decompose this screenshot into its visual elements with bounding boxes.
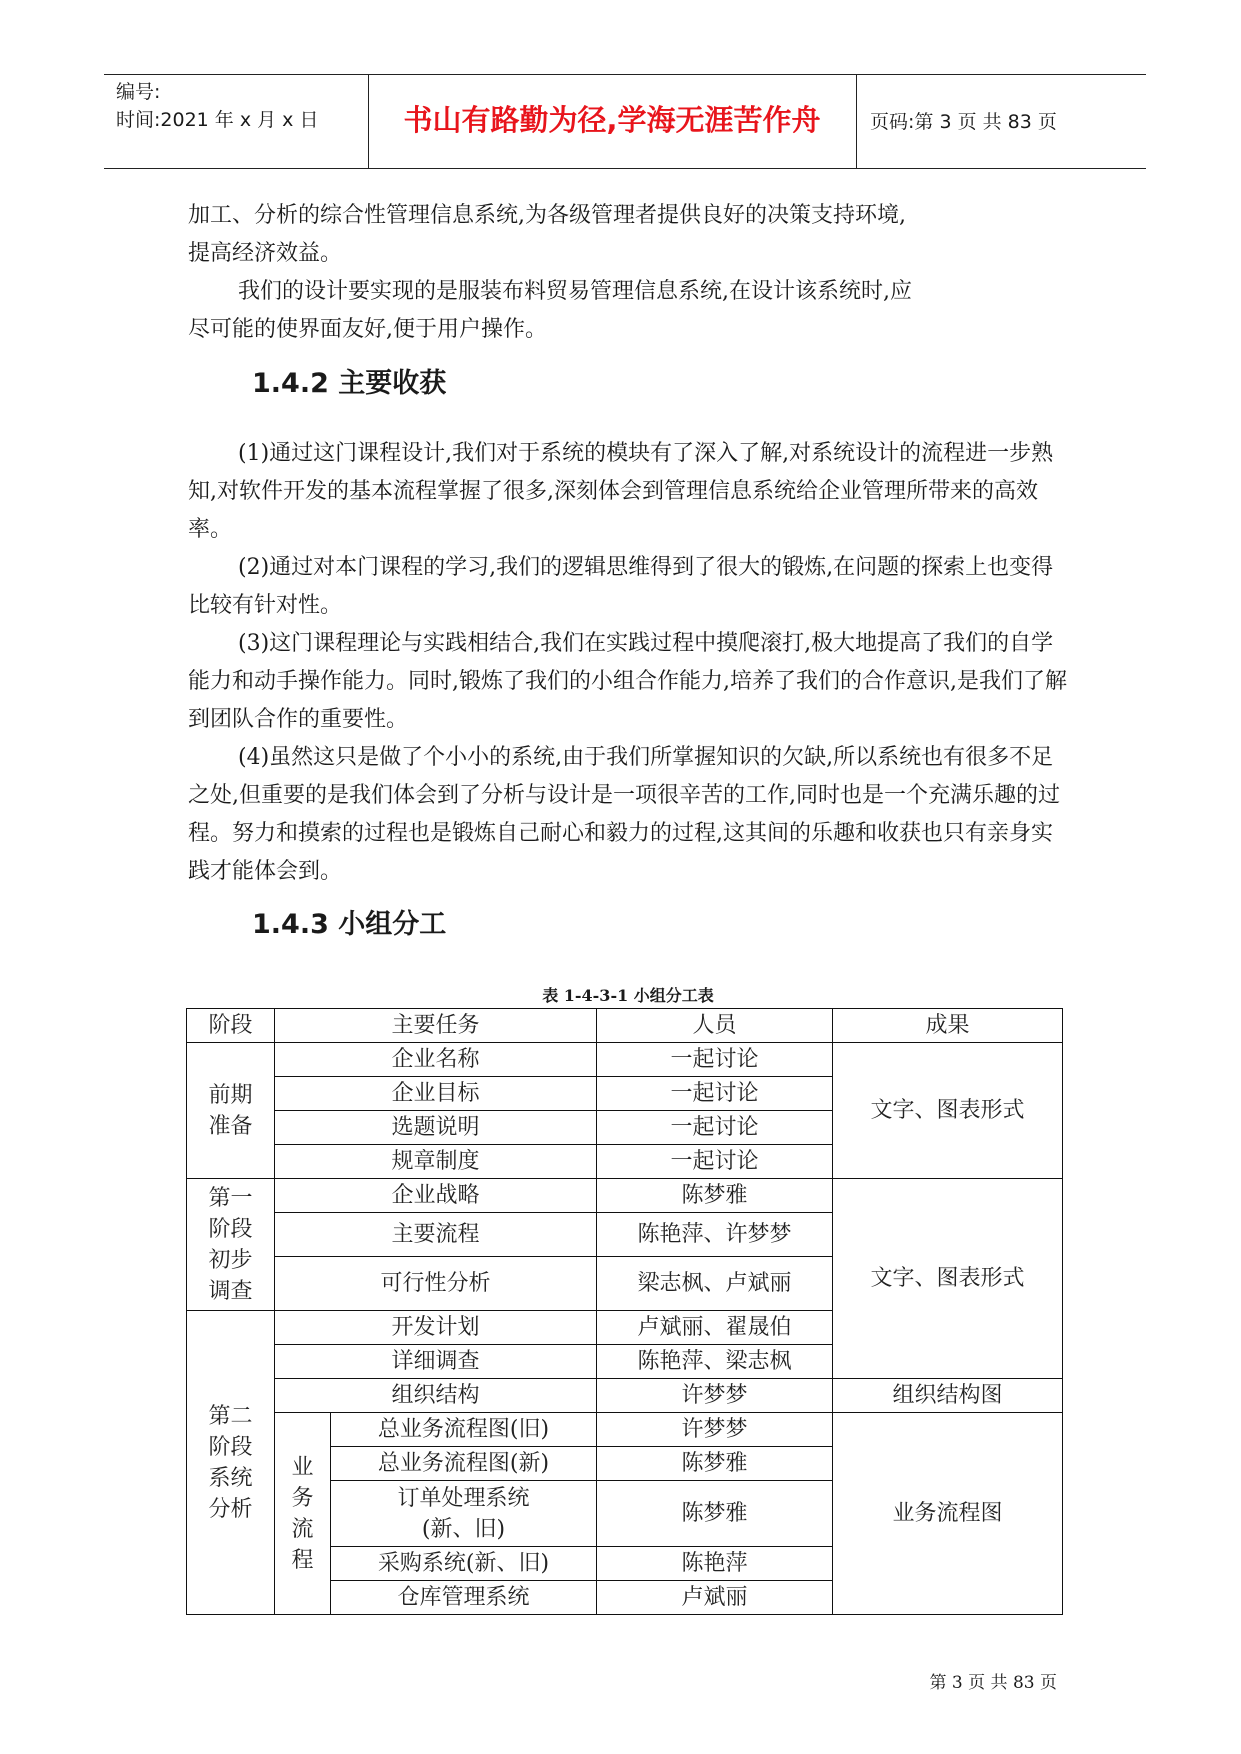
task-cell: 详细调查 — [275, 1345, 597, 1379]
header-meta — [116, 78, 318, 134]
list-item: (3)这门课程理论与实践相结合,我们在实践过程中摸爬滚打,极大地提高了我们的自学能力和动手操作能力。同时,锻炼了我们的小组合作能力,培养了我们的合作意识,是我们了解到团队合作的重要性。 — [188, 631, 1067, 732]
people-cell: 陈梦雅 — [597, 1481, 833, 1547]
task-cell: 规章制度 — [275, 1145, 597, 1179]
people-cell: 陈艳萍、许梦梦 — [597, 1213, 833, 1257]
people-cell: 陈艳萍 — [597, 1547, 833, 1581]
text-line: 我们的设计要实现的是服装布料贸易管理信息系统,在设计该系统时,应 — [238, 279, 912, 304]
task-cell: 总业务流程图(新) — [331, 1447, 597, 1481]
intro-paragraph — [188, 197, 1068, 349]
table-row — [187, 1413, 1063, 1447]
text-line: 加工、分析的综合性管理信息系统,为各级管理者提供良好的决策支持环境, — [188, 203, 906, 228]
column-header: 阶段 — [187, 1009, 275, 1043]
result-cell: 文字、图表形式 — [833, 1179, 1063, 1379]
task-cell: 开发计划 — [275, 1311, 597, 1345]
column-header: 人员 — [597, 1009, 833, 1043]
people-cell: 陈梦雅 — [597, 1447, 833, 1481]
header-motto: 书山有路勤为径,学海无涯苦作舟 — [403, 103, 821, 137]
people-cell: 陈艳萍、梁志枫 — [597, 1345, 833, 1379]
task-cell: 订单处理系统(新、旧) — [331, 1481, 597, 1547]
task-cell: 选题说明 — [275, 1111, 597, 1145]
header-page-info: 页码:第 3 页 共 83 页 — [870, 111, 1057, 133]
page-footer: 第 3 页 共 83 页 — [929, 1673, 1057, 1693]
header-divider — [856, 74, 857, 168]
people-cell: 一起讨论 — [597, 1111, 833, 1145]
result-cell: 文字、图表形式 — [833, 1043, 1063, 1179]
task-cell: 总业务流程图(旧) — [331, 1413, 597, 1447]
stage-cell: 前期准备 — [187, 1043, 275, 1179]
division-table — [186, 1008, 1063, 1615]
result-cell: 业务流程图 — [833, 1413, 1063, 1615]
table-row — [187, 1043, 1063, 1077]
text-line: 提高经济效益。 — [188, 241, 343, 266]
task-cell: 可行性分析 — [275, 1257, 597, 1311]
table-row — [187, 1179, 1063, 1213]
task-cell: 企业目标 — [275, 1077, 597, 1111]
table-header-row — [187, 1009, 1063, 1043]
list-item: (4)虽然这只是做了个小小的系统,由于我们所掌握知识的欠缺,所以系统也有很多不足之处,但重要的是我们体会到了分析与设计是一项很辛苦的工作,同时也是一个充满乐趣的过程。努力和摸索的过程也是锻炼自己耐心和毅力的过程,这其间的乐趣和收获也只有亲身实践才能体会到。 — [188, 745, 1060, 884]
list-item: (1)通过这门课程设计,我们对于系统的模块有了深入了解,对系统设计的流程进一步熟知,对软件开发的基本流程掌握了很多,深刻体会到管理信息系统给企业管理所带来的高效率。 — [188, 441, 1054, 542]
task-cell: 采购系统(新、旧) — [331, 1547, 597, 1581]
result-cell: 组织结构图 — [833, 1379, 1063, 1413]
section-heading: 1.4.2 主要收获 — [252, 368, 447, 399]
task-cell: 企业名称 — [275, 1043, 597, 1077]
task-cell: 组织结构 — [275, 1379, 597, 1413]
list-item: (2)通过对本门课程的学习,我们的逻辑思维得到了很大的锻炼,在问题的探索上也变得比较有针对性。 — [188, 555, 1054, 618]
time-label: 时间:2021 年 x 月 x 日 — [116, 109, 319, 131]
people-cell: 一起讨论 — [597, 1145, 833, 1179]
section-heading: 1.4.3 小组分工 — [252, 909, 447, 940]
gains-list — [188, 435, 1068, 891]
header-bottom-rule — [104, 168, 1146, 169]
people-cell: 卢斌丽 — [597, 1581, 833, 1615]
stage-cell: 第一阶段初步调查 — [187, 1179, 275, 1311]
task-cell: 仓库管理系统 — [331, 1581, 597, 1615]
people-cell: 许梦梦 — [597, 1413, 833, 1447]
people-cell: 梁志枫、卢斌丽 — [597, 1257, 833, 1311]
people-cell: 卢斌丽、翟晟伯 — [597, 1311, 833, 1345]
subgroup-cell: 业务流程 — [275, 1413, 331, 1615]
table-caption: 表 1-4-3-1 小组分工表 — [542, 986, 714, 1005]
number-label: 编号: — [116, 81, 161, 103]
people-cell: 陈梦雅 — [597, 1179, 833, 1213]
column-header: 主要任务 — [275, 1009, 597, 1043]
stage-cell: 第二阶段系统分析 — [187, 1311, 275, 1615]
people-cell: 一起讨论 — [597, 1077, 833, 1111]
table-row — [187, 1379, 1063, 1413]
task-cell: 企业战略 — [275, 1179, 597, 1213]
people-cell: 许梦梦 — [597, 1379, 833, 1413]
column-header: 成果 — [833, 1009, 1063, 1043]
people-cell: 一起讨论 — [597, 1043, 833, 1077]
text-line: 尽可能的使界面友好,便于用户操作。 — [188, 317, 547, 342]
header-top-rule — [104, 74, 1146, 75]
task-cell: 主要流程 — [275, 1213, 597, 1257]
